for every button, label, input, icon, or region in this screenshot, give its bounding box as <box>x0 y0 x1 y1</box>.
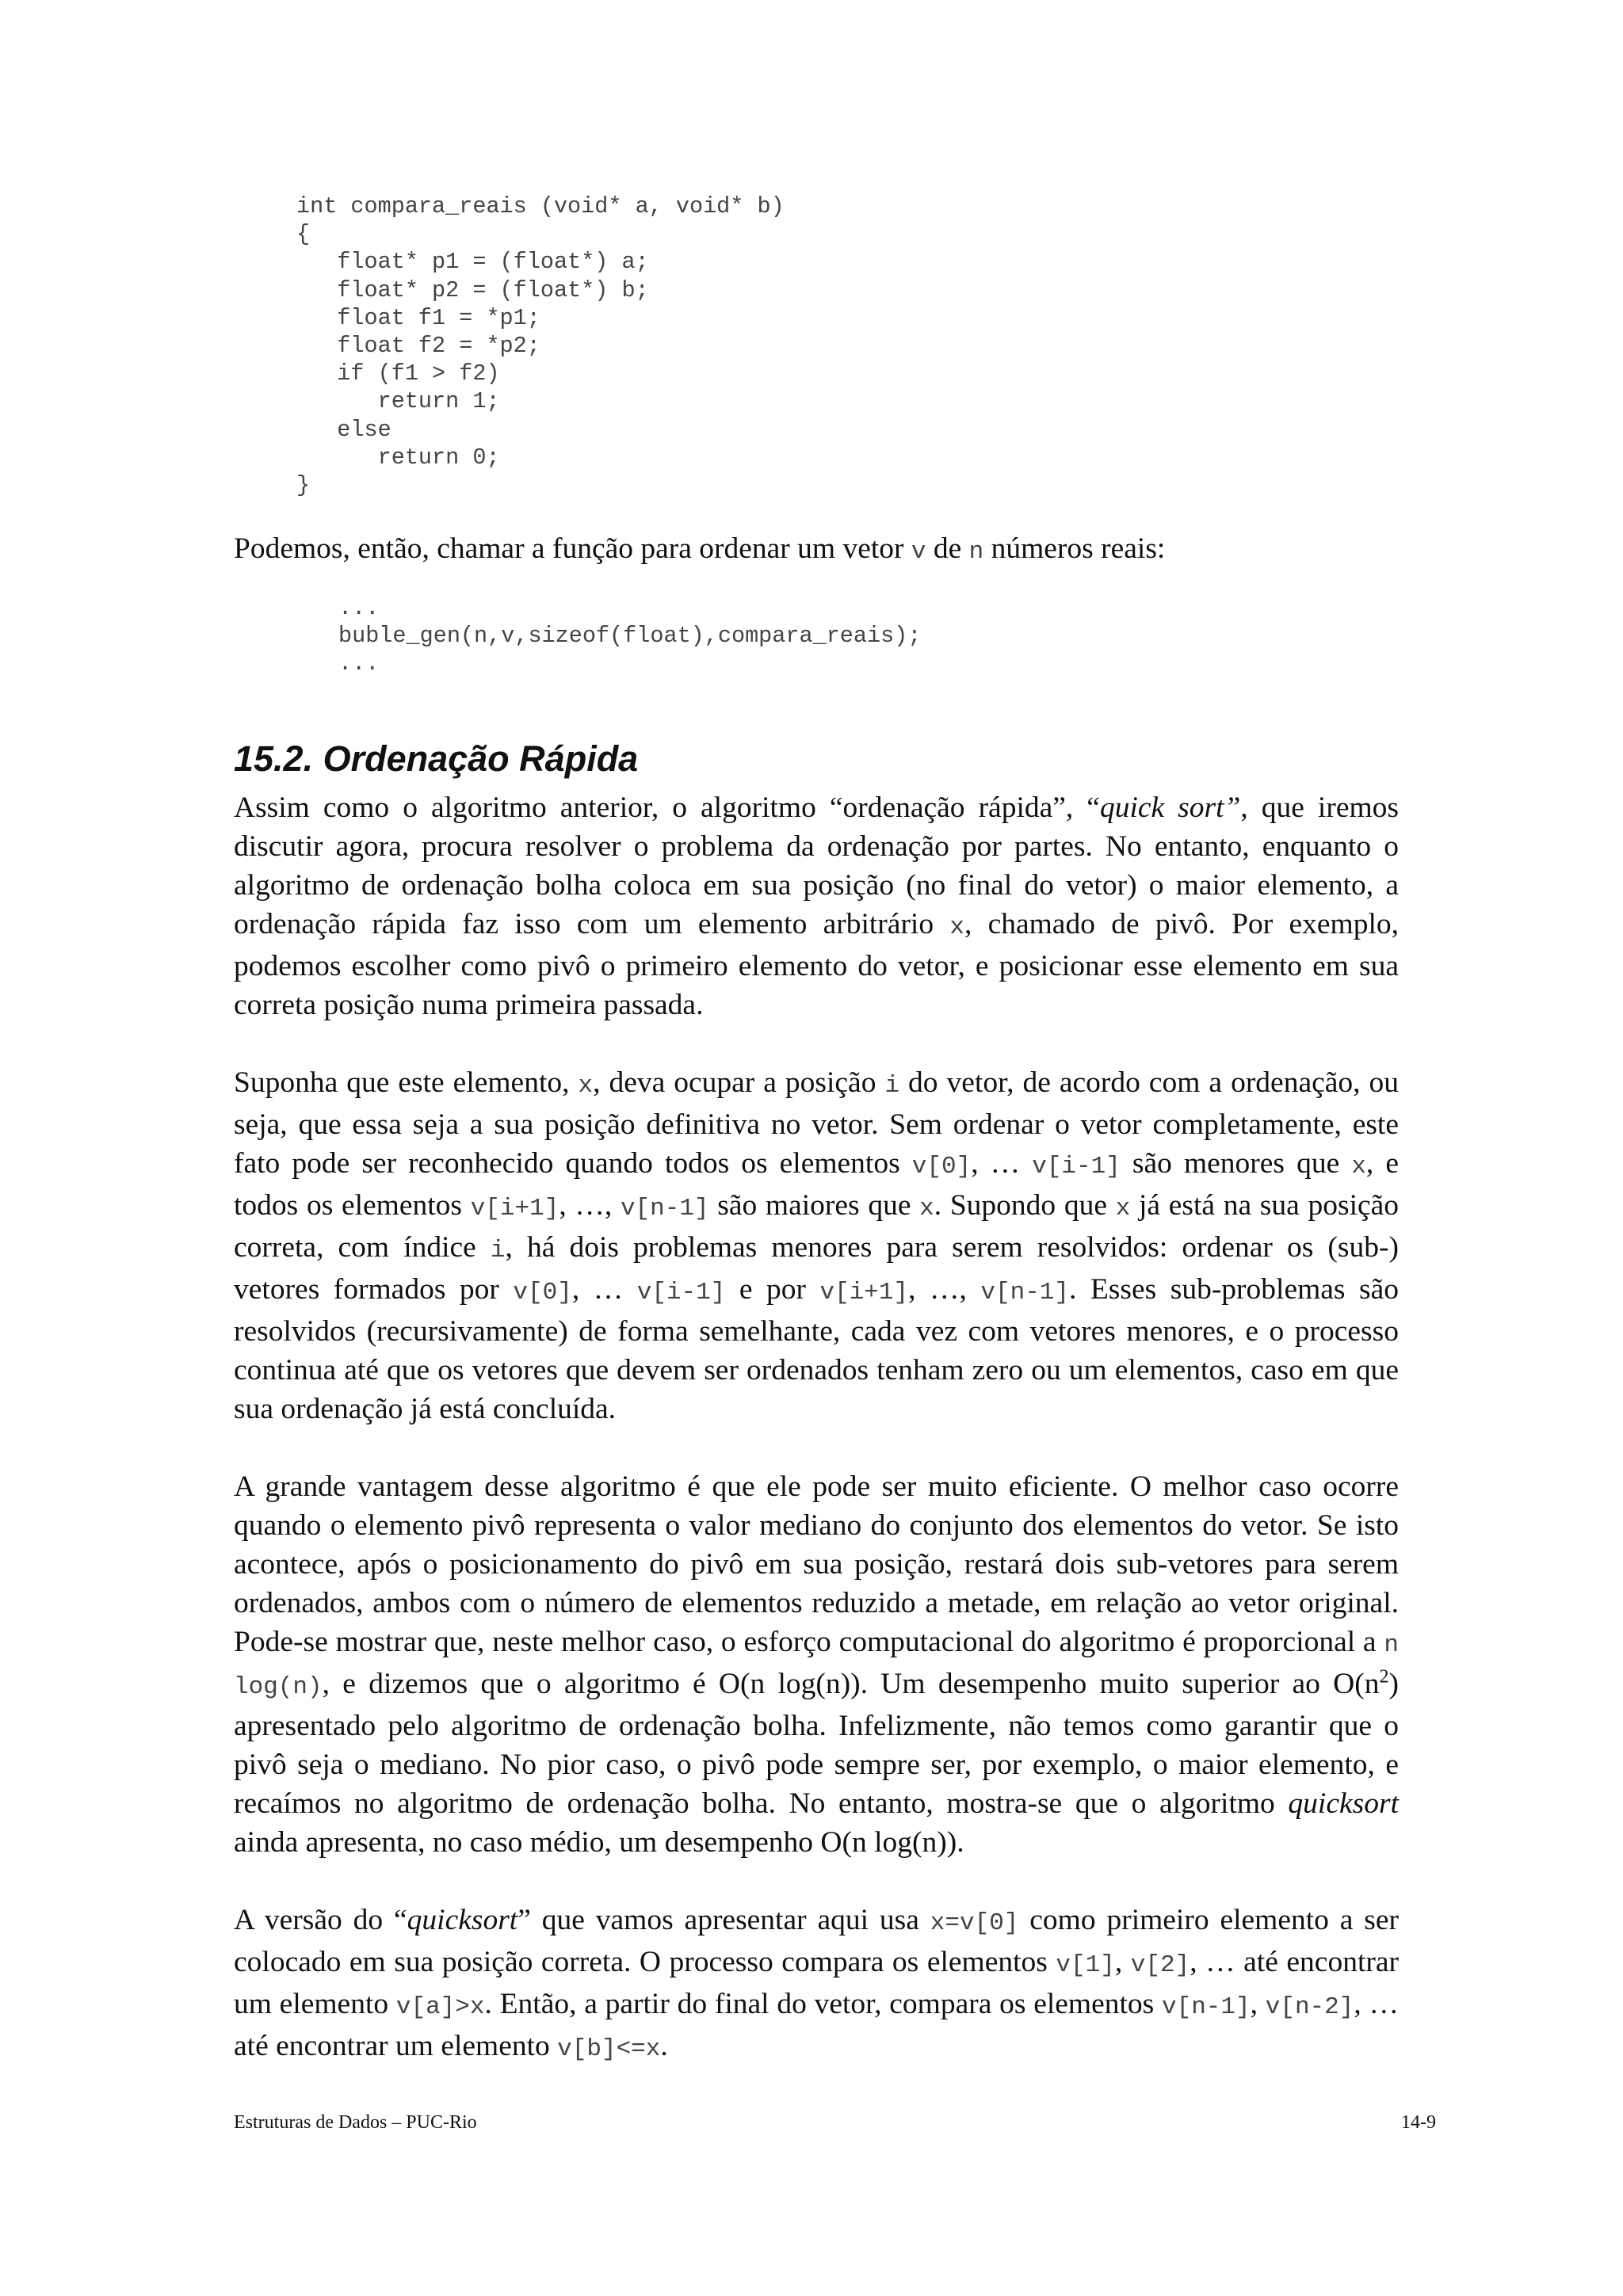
text-run: já está na sua posição correta, com índice <box>234 1189 1400 1264</box>
paragraph <box>234 1467 1399 1862</box>
code-line: else <box>296 416 391 443</box>
inline-code: v[n-1] <box>620 1195 709 1222</box>
inline-code: v[n-2] <box>1265 1993 1354 2021</box>
text-run: são maiores que <box>708 1189 920 1222</box>
text-run: , … <box>971 1147 1033 1180</box>
inline-code: v[0] <box>911 1153 972 1180</box>
inline-code: x=v[0] <box>930 1909 1019 1937</box>
text-run: , há dois problemas menores para serem resolvidos: ordenar os (sub-) vetores formados por <box>234 1231 1399 1306</box>
inline-code: v[n-1] <box>980 1279 1070 1306</box>
text-run: ainda apresenta, no caso médio, um desempenho O(n log(n)). <box>234 1826 964 1859</box>
code-line: float f2 = *p2; <box>296 333 540 360</box>
inline-code: x <box>1115 1195 1131 1222</box>
text-run: , …, <box>908 1273 981 1306</box>
code-line: if (f1 > f2) <box>296 360 500 387</box>
text-run: como primeiro elemento a ser colocado em sua posição correta. O processo compara os elementos <box>234 1904 1400 1978</box>
section-body <box>234 788 1399 2069</box>
text-run: ) apresentado pelo algoritmo de ordenação bolha. Infelizmente, não temos como garantir que o pivô seja o mediano. No pior caso, o pivô pode sempre ser, por exemplo, o maior elemento, e recaímos no algoritmo de ordenação bolha. No entanto, mostra-se que o algoritmo <box>234 1668 1399 1820</box>
text-run: são menores que <box>1120 1147 1352 1180</box>
code-line: { <box>296 221 311 248</box>
code-block-compara-reais <box>296 193 785 499</box>
intro-paragraph <box>234 529 1399 571</box>
paragraph <box>234 1901 1399 2069</box>
text-run: . <box>660 2030 668 2062</box>
text-run: , chamado de pivô. Por exemplo, podemos escolher como pivô o primeiro elemento do vetor, e posicionar esse elemento em sua correta posição numa primeira passada. <box>234 908 1399 1021</box>
inline-code: i <box>884 1072 900 1100</box>
code-line: ... <box>338 595 380 621</box>
text-run: Assim como o algoritmo anterior, o algoritmo “ordenação rápida”, “ <box>234 791 1100 824</box>
text-run: , <box>1114 1946 1131 1978</box>
paragraph <box>234 788 1399 1024</box>
inline-code: i <box>490 1237 506 1264</box>
inline-code: v[1] <box>1056 1951 1115 1979</box>
text-run: . Supondo que <box>934 1189 1116 1222</box>
inline-code: n <box>968 538 984 566</box>
code-line: float f1 = *p1; <box>296 304 540 331</box>
inline-code: v[b]<=x <box>557 2035 661 2063</box>
paragraph <box>234 1063 1399 1428</box>
text-run: , deva ocupar a posição <box>593 1066 885 1099</box>
superscript: 2 <box>1379 1666 1389 1688</box>
text-run: , … <box>571 1273 637 1306</box>
code-line: ... <box>338 650 380 677</box>
inline-code: x <box>919 1195 934 1222</box>
code-line: } <box>296 472 311 499</box>
footer-course-title: Estruturas de Dados – PUC-Rio <box>234 2112 477 2133</box>
text-run: , e dizemos que o algoritmo é O(n log(n)). Um desempenho muito superior ao O(n <box>322 1668 1380 1700</box>
inline-code: x <box>578 1072 594 1100</box>
section-heading: 15.2. Ordenação Rápida <box>234 738 639 779</box>
inline-code: x <box>1351 1153 1366 1180</box>
text-run: do vetor, de acordo com a ordenação, ou seja, que essa seja a sua posição definitiva no vetor. Sem ordenar o vetor completamente, este fato pode ser reconhecido quando todos os elementos <box>234 1066 1399 1180</box>
inline-code: v[i-1] <box>636 1279 726 1306</box>
text-run: , <box>1250 1988 1266 2020</box>
inline-code: v[i-1] <box>1032 1153 1121 1180</box>
text-run: A versão do “ <box>234 1904 407 1936</box>
emphasis-text: quicksort <box>1288 1787 1399 1820</box>
text-run: Podemos, então, chamar a função para ordenar um vetor <box>234 532 911 565</box>
text-run: números reais: <box>983 532 1166 565</box>
inline-code: v[0] <box>513 1279 572 1306</box>
code-line: float* p2 = (float*) b; <box>296 277 649 303</box>
code-line: buble_gen(n,v,sizeof(float),compara_reais); <box>338 623 922 650</box>
code-block-buble-gen-call <box>338 594 921 678</box>
code-line: return 1; <box>296 388 500 415</box>
text-run: , que iremos discutir agora, procura resolver o problema da ordenação por partes. No entanto, enquanto o algoritmo de ordenação bolha coloca em sua posição (no final do vetor) o maior elemento, a ordenação rápida faz isso com um elemento arbitrário <box>234 791 1399 940</box>
text-run: . Esses sub-problemas são resolvidos (recursivamente) de forma semelhante, cada vez com vetores menores, e o processo continua até que os vetores que devem ser ordenados tenham zero ou um elementos, caso em que sua ordenação já está concluída. <box>234 1273 1400 1425</box>
text-run: , …, <box>559 1189 621 1222</box>
text-run: , e todos os elementos <box>234 1147 1400 1222</box>
text-run: , … até encontrar um elemento <box>234 1946 1399 2020</box>
footer-page-number: 14-9 <box>1401 2112 1436 2133</box>
text-run: , … até encontrar um elemento <box>234 1988 1400 2062</box>
emphasis-text: quicksort <box>407 1904 518 1936</box>
inline-code: v[n-1] <box>1162 1993 1251 2021</box>
text-run: e por <box>725 1273 820 1306</box>
inline-code: n log(n) <box>234 1631 1399 1701</box>
inline-code: v[i+1] <box>819 1279 909 1306</box>
text-run: A grande vantagem desse algoritmo é que ele pode ser muito eficiente. O melhor caso ocorre quando o elemento pivô representa o valor mediano do conjunto dos elementos do vetor. Se isto acontece, após o posicionamento do pivô em sua posição, restará dois sub-vetores para serem ordenados, ambos com o número de elementos reduzido a metade, em relação ao vetor original. Pode-se mostrar que, neste melhor caso, o esforço computacional do algoritmo é proporcional a <box>234 1470 1399 1658</box>
text-run: . Então, a partir do final do vetor, compara os elementos <box>484 1988 1162 2020</box>
text-run: Suponha que este elemento, <box>234 1066 579 1099</box>
code-line: float* p1 = (float*) a; <box>296 249 649 276</box>
emphasis-text: quick sort” <box>1099 791 1241 824</box>
text-run: de <box>926 532 969 565</box>
inline-code: v[a]>x <box>395 1993 485 2021</box>
inline-code: v[2] <box>1130 1951 1190 1979</box>
inline-code: x <box>949 913 964 941</box>
code-line: return 0; <box>296 444 500 471</box>
text-run: ” que vamos apresentar aqui usa <box>517 1904 930 1936</box>
inline-code: v <box>911 538 926 566</box>
code-line: int compara_reais (void* a, void* b) <box>296 193 785 219</box>
inline-code: v[i+1] <box>470 1195 559 1222</box>
